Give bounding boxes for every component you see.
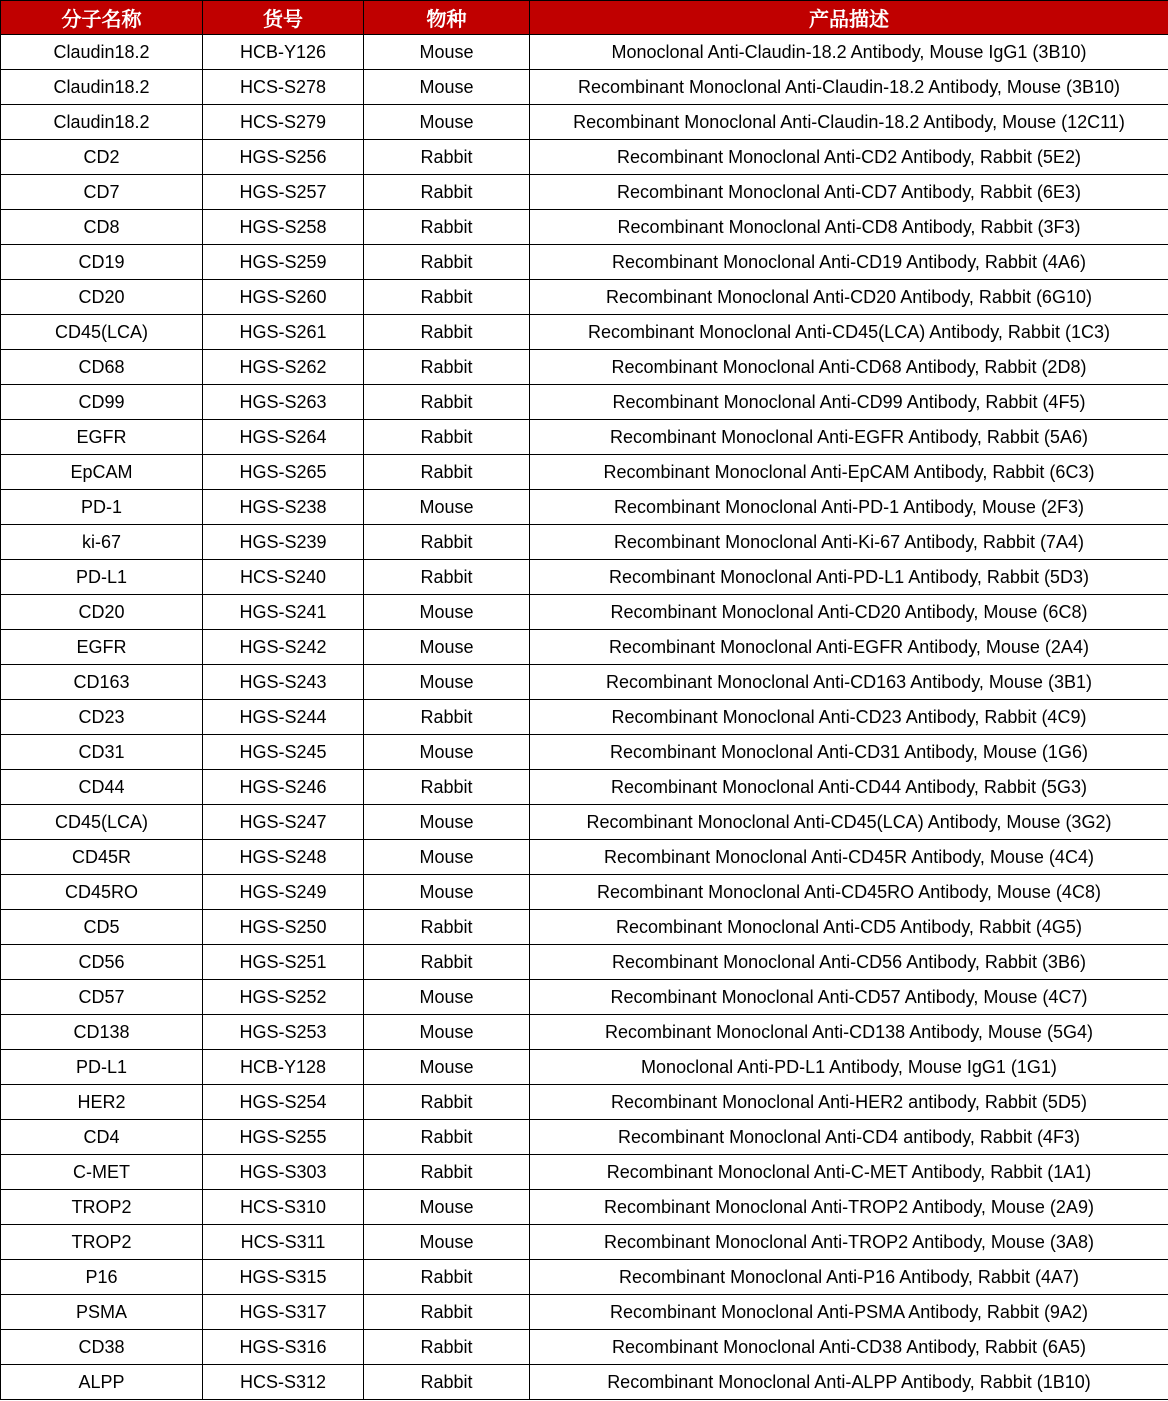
product-description-cell: Recombinant Monoclonal Anti-PD-1 Antibody, Mouse (2F3) [530,490,1168,525]
table-row [1,210,1168,245]
catalog-number-cell: HGS-S249 [203,875,364,910]
catalog-number-cell: HGS-S316 [203,1330,364,1365]
product-description-cell: Monoclonal Anti-Claudin-18.2 Antibody, Mouse IgG1 (3B10) [530,35,1168,70]
catalog-number-cell: HCS-S279 [203,105,364,140]
catalog-number-cell: HGS-S259 [203,245,364,280]
table-row [1,245,1168,280]
species-cell: Rabbit [364,1120,530,1155]
product-description-cell: Recombinant Monoclonal Anti-TROP2 Antibody, Mouse (2A9) [530,1190,1168,1225]
catalog-number-cell: HGS-S262 [203,350,364,385]
table-row [1,735,1168,770]
catalog-number-cell: HCS-S312 [203,1365,364,1400]
product-description-cell: Recombinant Monoclonal Anti-PSMA Antibody, Rabbit (9A2) [530,1295,1168,1330]
product-description-cell: Recombinant Monoclonal Anti-CD138 Antibody, Mouse (5G4) [530,1015,1168,1050]
table-row [1,455,1168,490]
product-description-cell: Recombinant Monoclonal Anti-EpCAM Antibody, Rabbit (6C3) [530,455,1168,490]
molecule-name-cell: CD45(LCA) [1,805,203,840]
table-row [1,595,1168,630]
catalog-number-cell: HGS-S243 [203,665,364,700]
table-row [1,1155,1168,1190]
molecule-name-cell: CD38 [1,1330,203,1365]
species-cell: Rabbit [364,280,530,315]
product-description-cell: Recombinant Monoclonal Anti-CD45(LCA) Antibody, Mouse (3G2) [530,805,1168,840]
product-description-cell: Recombinant Monoclonal Anti-PD-L1 Antibody, Rabbit (5D3) [530,560,1168,595]
product-description-cell: Recombinant Monoclonal Anti-CD57 Antibody, Mouse (4C7) [530,980,1168,1015]
table-row [1,175,1168,210]
catalog-number-cell: HGS-S244 [203,700,364,735]
product-description-cell: Recombinant Monoclonal Anti-CD23 Antibody, Rabbit (4C9) [530,700,1168,735]
table-row [1,700,1168,735]
catalog-number-cell: HGS-S265 [203,455,364,490]
table-row [1,1050,1168,1085]
product-description-cell: Recombinant Monoclonal Anti-P16 Antibody, Rabbit (4A7) [530,1260,1168,1295]
product-description-cell: Recombinant Monoclonal Anti-CD5 Antibody, Rabbit (4G5) [530,910,1168,945]
catalog-number-cell: HGS-S258 [203,210,364,245]
table-row [1,875,1168,910]
molecule-name-cell: CD8 [1,210,203,245]
product-description-cell: Recombinant Monoclonal Anti-CD4 antibody, Rabbit (4F3) [530,1120,1168,1155]
table-row [1,1330,1168,1365]
catalog-number-cell: HGS-S252 [203,980,364,1015]
table-row [1,315,1168,350]
catalog-number-cell: HGS-S257 [203,175,364,210]
table-row [1,420,1168,455]
catalog-number-cell: HGS-S251 [203,945,364,980]
species-cell: Rabbit [364,315,530,350]
catalog-number-cell: HGS-S250 [203,910,364,945]
species-cell: Mouse [364,1190,530,1225]
table-row [1,630,1168,665]
molecule-name-cell: CD20 [1,595,203,630]
table-row [1,35,1168,70]
product-description-cell: Recombinant Monoclonal Anti-CD20 Antibody, Mouse (6C8) [530,595,1168,630]
species-cell: Mouse [364,840,530,875]
species-cell: Mouse [364,595,530,630]
molecule-name-cell: Claudin18.2 [1,70,203,105]
product-description-cell: Recombinant Monoclonal Anti-CD56 Antibody, Rabbit (3B6) [530,945,1168,980]
molecule-name-cell: CD5 [1,910,203,945]
species-cell: Rabbit [364,700,530,735]
molecule-name-cell: EpCAM [1,455,203,490]
catalog-number-cell: HCB-Y126 [203,35,364,70]
species-cell: Mouse [364,735,530,770]
molecule-name-cell: Claudin18.2 [1,35,203,70]
species-cell: Rabbit [364,175,530,210]
table-row [1,1225,1168,1260]
species-cell: Mouse [364,805,530,840]
product-description-cell: Recombinant Monoclonal Anti-CD99 Antibody, Rabbit (4F5) [530,385,1168,420]
table-row [1,140,1168,175]
species-cell: Rabbit [364,420,530,455]
header-species: 物种 [364,1,530,35]
table-row [1,1015,1168,1050]
molecule-name-cell: Claudin18.2 [1,105,203,140]
table-row [1,1085,1168,1120]
molecule-name-cell: CD45RO [1,875,203,910]
header-product-description: 产品描述 [530,1,1168,35]
molecule-name-cell: CD7 [1,175,203,210]
molecule-name-cell: PD-1 [1,490,203,525]
table-row [1,70,1168,105]
product-description-cell: Recombinant Monoclonal Anti-Claudin-18.2 Antibody, Mouse (12C11) [530,105,1168,140]
species-cell: Rabbit [364,1295,530,1330]
species-cell: Rabbit [364,910,530,945]
catalog-number-cell: HCS-S310 [203,1190,364,1225]
header-row [1,1,1168,35]
species-cell: Mouse [364,630,530,665]
catalog-number-cell: HGS-S254 [203,1085,364,1120]
table-row [1,525,1168,560]
product-description-cell: Monoclonal Anti-PD-L1 Antibody, Mouse IgG1 (1G1) [530,1050,1168,1085]
catalog-number-cell: HGS-S238 [203,490,364,525]
catalog-number-cell: HCS-S311 [203,1225,364,1260]
product-description-cell: Recombinant Monoclonal Anti-CD45RO Antibody, Mouse (4C8) [530,875,1168,910]
table-row [1,980,1168,1015]
catalog-number-cell: HGS-S242 [203,630,364,665]
table-row [1,280,1168,315]
species-cell: Mouse [364,1015,530,1050]
catalog-number-cell: HCB-Y128 [203,1050,364,1085]
table-row [1,770,1168,805]
catalog-number-cell: HGS-S303 [203,1155,364,1190]
species-cell: Rabbit [364,455,530,490]
product-description-cell: Recombinant Monoclonal Anti-HER2 antibody, Rabbit (5D5) [530,1085,1168,1120]
product-description-cell: Recombinant Monoclonal Anti-CD44 Antibody, Rabbit (5G3) [530,770,1168,805]
product-description-cell: Recombinant Monoclonal Anti-EGFR Antibody, Rabbit (5A6) [530,420,1168,455]
table-row [1,350,1168,385]
molecule-name-cell: CD163 [1,665,203,700]
product-description-cell: Recombinant Monoclonal Anti-CD8 Antibody, Rabbit (3F3) [530,210,1168,245]
species-cell: Rabbit [364,1365,530,1400]
header-molecule-name: 分子名称 [1,1,203,35]
catalog-number-cell: HGS-S239 [203,525,364,560]
product-description-cell: Recombinant Monoclonal Anti-CD31 Antibody, Mouse (1G6) [530,735,1168,770]
table-row [1,560,1168,595]
catalog-number-cell: HCS-S240 [203,560,364,595]
product-description-cell: Recombinant Monoclonal Anti-C-MET Antibody, Rabbit (1A1) [530,1155,1168,1190]
molecule-name-cell: CD57 [1,980,203,1015]
table-row [1,105,1168,140]
table-row [1,665,1168,700]
product-description-cell: Recombinant Monoclonal Anti-Claudin-18.2 Antibody, Mouse (3B10) [530,70,1168,105]
molecule-name-cell: ALPP [1,1365,203,1400]
molecule-name-cell: HER2 [1,1085,203,1120]
species-cell: Mouse [364,875,530,910]
molecule-name-cell: ki-67 [1,525,203,560]
molecule-name-cell: PD-L1 [1,560,203,595]
product-description-cell: Recombinant Monoclonal Anti-CD19 Antibody, Rabbit (4A6) [530,245,1168,280]
catalog-number-cell: HGS-S256 [203,140,364,175]
molecule-name-cell: EGFR [1,420,203,455]
species-cell: Mouse [364,1050,530,1085]
species-cell: Rabbit [364,210,530,245]
species-cell: Mouse [364,70,530,105]
molecule-name-cell: CD23 [1,700,203,735]
molecule-name-cell: P16 [1,1260,203,1295]
catalog-number-cell: HGS-S247 [203,805,364,840]
table-row [1,805,1168,840]
molecule-name-cell: EGFR [1,630,203,665]
catalog-number-cell: HGS-S261 [203,315,364,350]
species-cell: Mouse [364,490,530,525]
product-description-cell: Recombinant Monoclonal Anti-ALPP Antibody, Rabbit (1B10) [530,1365,1168,1400]
product-description-cell: Recombinant Monoclonal Anti-CD45R Antibody, Mouse (4C4) [530,840,1168,875]
product-description-cell: Recombinant Monoclonal Anti-CD38 Antibody, Rabbit (6A5) [530,1330,1168,1365]
table-row [1,945,1168,980]
species-cell: Rabbit [364,1155,530,1190]
molecule-name-cell: CD44 [1,770,203,805]
table-row [1,385,1168,420]
molecule-name-cell: PD-L1 [1,1050,203,1085]
molecule-name-cell: CD45R [1,840,203,875]
product-description-cell: Recombinant Monoclonal Anti-CD68 Antibody, Rabbit (2D8) [530,350,1168,385]
product-description-cell: Recombinant Monoclonal Anti-CD20 Antibody, Rabbit (6G10) [530,280,1168,315]
catalog-number-cell: HGS-S315 [203,1260,364,1295]
molecule-name-cell: CD31 [1,735,203,770]
molecule-name-cell: CD4 [1,1120,203,1155]
catalog-number-cell: HGS-S264 [203,420,364,455]
product-description-cell: Recombinant Monoclonal Anti-EGFR Antibody, Mouse (2A4) [530,630,1168,665]
table-body [1,35,1168,1400]
species-cell: Mouse [364,1225,530,1260]
species-cell: Mouse [364,105,530,140]
molecule-name-cell: TROP2 [1,1225,203,1260]
molecule-name-cell: CD99 [1,385,203,420]
molecule-name-cell: CD68 [1,350,203,385]
table-row [1,1120,1168,1155]
catalog-number-cell: HGS-S255 [203,1120,364,1155]
molecule-name-cell: TROP2 [1,1190,203,1225]
table-row [1,840,1168,875]
species-cell: Rabbit [364,140,530,175]
molecule-name-cell: CD19 [1,245,203,280]
product-description-cell: Recombinant Monoclonal Anti-CD45(LCA) Antibody, Rabbit (1C3) [530,315,1168,350]
catalog-number-cell: HGS-S241 [203,595,364,630]
table-row [1,1365,1168,1400]
molecule-name-cell: CD138 [1,1015,203,1050]
molecule-name-cell: PSMA [1,1295,203,1330]
species-cell: Rabbit [364,1330,530,1365]
species-cell: Rabbit [364,350,530,385]
species-cell: Rabbit [364,245,530,280]
species-cell: Mouse [364,980,530,1015]
molecule-name-cell: C-MET [1,1155,203,1190]
catalog-number-cell: HGS-S317 [203,1295,364,1330]
species-cell: Rabbit [364,560,530,595]
species-cell: Rabbit [364,770,530,805]
catalog-number-cell: HGS-S263 [203,385,364,420]
catalog-number-cell: HGS-S253 [203,1015,364,1050]
catalog-number-cell: HGS-S260 [203,280,364,315]
table-header [1,1,1168,35]
molecule-name-cell: CD45(LCA) [1,315,203,350]
species-cell: Mouse [364,35,530,70]
table-row [1,490,1168,525]
catalog-number-cell: HGS-S246 [203,770,364,805]
table-row [1,1190,1168,1225]
catalog-number-cell: HGS-S248 [203,840,364,875]
product-description-cell: Recombinant Monoclonal Anti-CD163 Antibody, Mouse (3B1) [530,665,1168,700]
product-description-cell: Recombinant Monoclonal Anti-Ki-67 Antibody, Rabbit (7A4) [530,525,1168,560]
product-description-cell: Recombinant Monoclonal Anti-TROP2 Antibody, Mouse (3A8) [530,1225,1168,1260]
species-cell: Rabbit [364,1085,530,1120]
header-catalog-number: 货号 [203,1,364,35]
product-description-cell: Recombinant Monoclonal Anti-CD7 Antibody, Rabbit (6E3) [530,175,1168,210]
species-cell: Mouse [364,665,530,700]
species-cell: Rabbit [364,1260,530,1295]
species-cell: Rabbit [364,525,530,560]
species-cell: Rabbit [364,385,530,420]
table-row [1,910,1168,945]
catalog-number-cell: HGS-S245 [203,735,364,770]
table-row [1,1295,1168,1330]
catalog-number-cell: HCS-S278 [203,70,364,105]
molecule-name-cell: CD2 [1,140,203,175]
table-row [1,1260,1168,1295]
molecule-name-cell: CD56 [1,945,203,980]
product-description-cell: Recombinant Monoclonal Anti-CD2 Antibody, Rabbit (5E2) [530,140,1168,175]
molecule-name-cell: CD20 [1,280,203,315]
species-cell: Rabbit [364,945,530,980]
